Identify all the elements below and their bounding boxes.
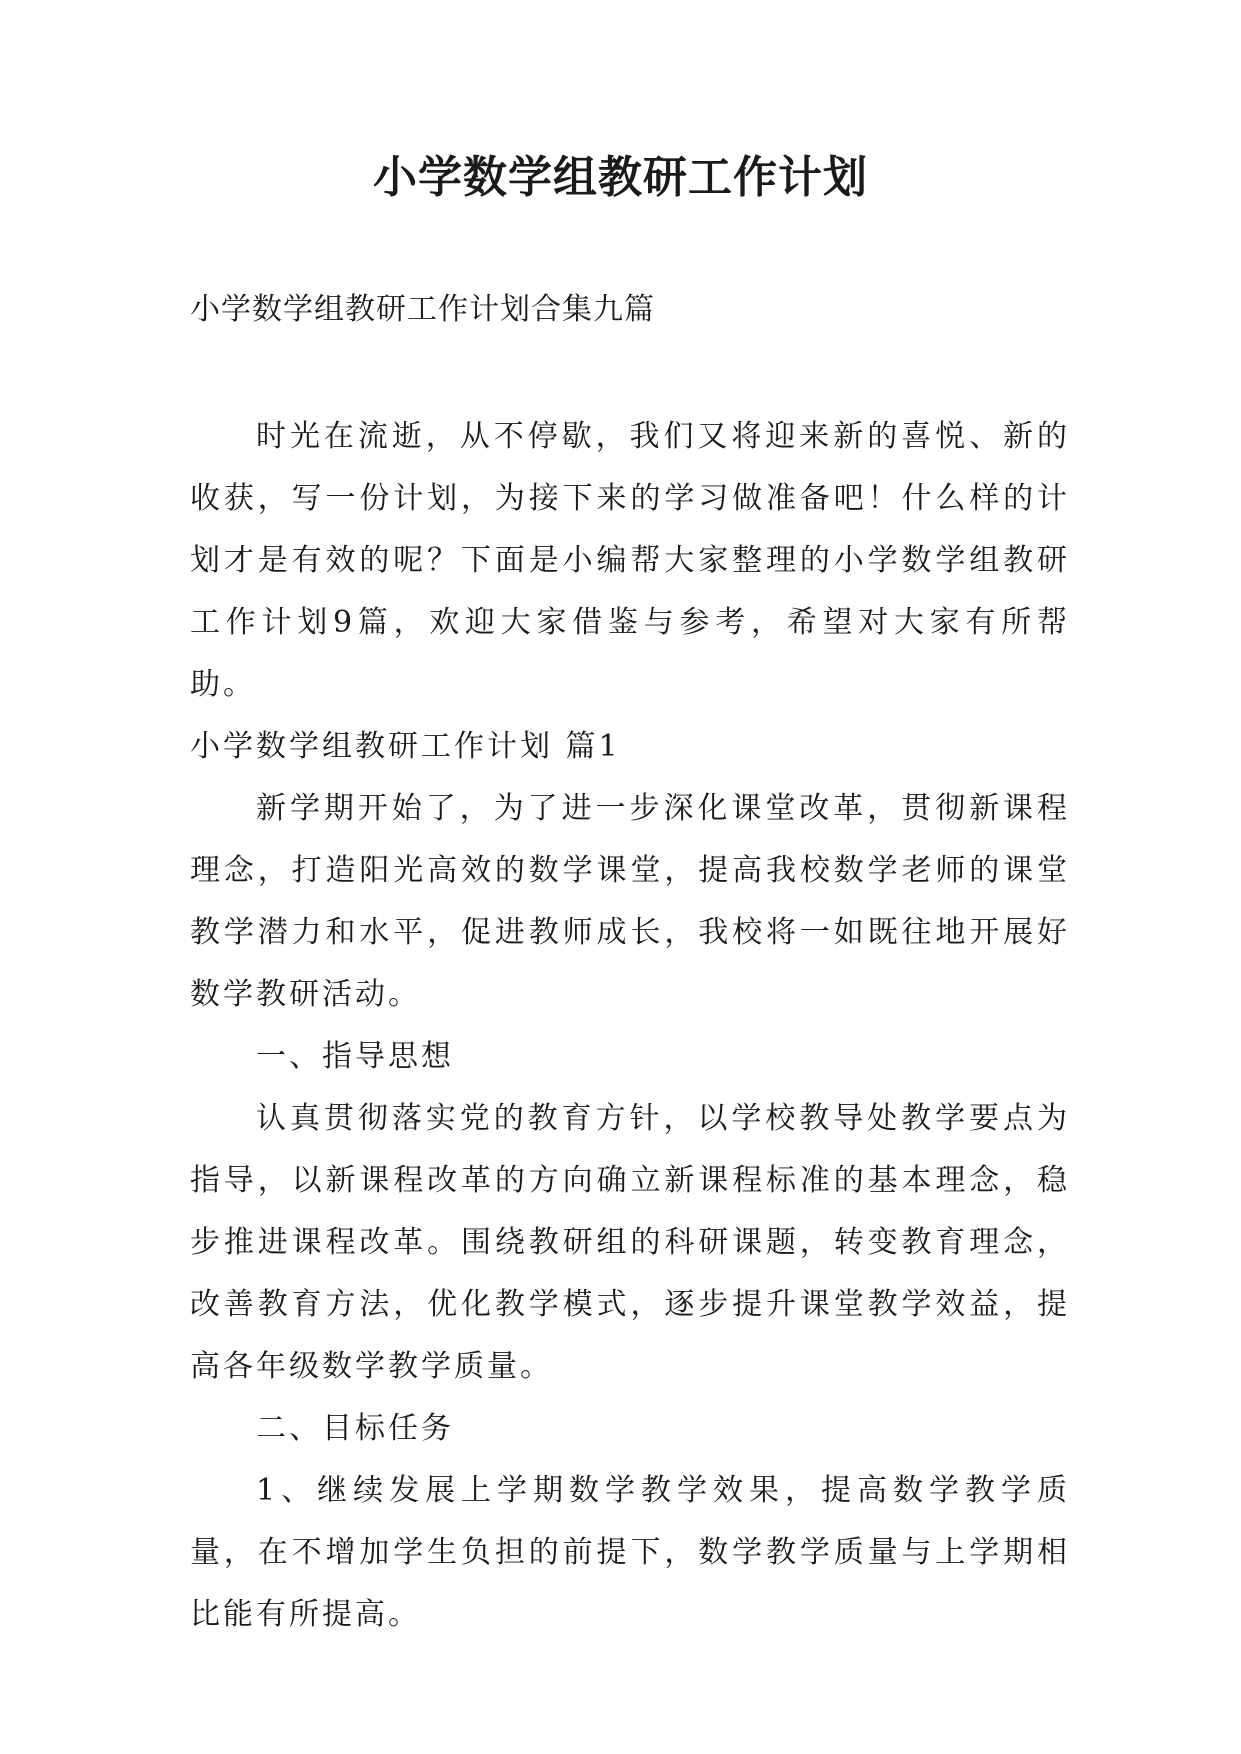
- article-heading: 小学数学组教研工作计划 篇1: [190, 729, 621, 764]
- document-title: 小学数学组教研工作计划: [373, 152, 868, 203]
- body-paragraph: 认真贯彻落实党的教育方针，以学校教导处教学要点为指导，以新课程改革的方向确立新课程标准的基本理念，稳步推进课程改革。围绕教研组的科研课题，转变教育理念，改善教育方法，优化教学模式，逐步提升课堂教学效益，提高各年级数学教学质量。: [190, 1101, 1070, 1384]
- document-body: [190, 406, 1070, 1646]
- document-subtitle: 小学数学组教研工作计划合集九篇: [190, 292, 655, 327]
- intro-paragraph: 时光在流逝，从不停歇，我们又将迎来新的喜悦、新的收获，写一份计划，为接下来的学习做准备吧！什么样的计划才是有效的呢？下面是小编帮大家整理的小学数学组教研工作计划9篇，欢迎大家借鉴与参考，希望对大家有所帮助。: [190, 419, 1070, 702]
- body-paragraph: 1、继续发展上学期数学教学效果，提高数学教学质量，在不增加学生负担的前提下，数学教学质量与上学期相比能有所提高。: [190, 1473, 1070, 1632]
- body-paragraph: 新学期开始了，为了进一步深化课堂改革，贯彻新课程理念，打造阳光高效的数学课堂，提高我校数学老师的课堂教学潜力和水平，促进教师成长，我校将一如既往地开展好数学教研活动。: [190, 791, 1070, 1012]
- section-heading: 二、目标任务: [256, 1411, 454, 1446]
- section-heading: 一、指导思想: [256, 1039, 454, 1074]
